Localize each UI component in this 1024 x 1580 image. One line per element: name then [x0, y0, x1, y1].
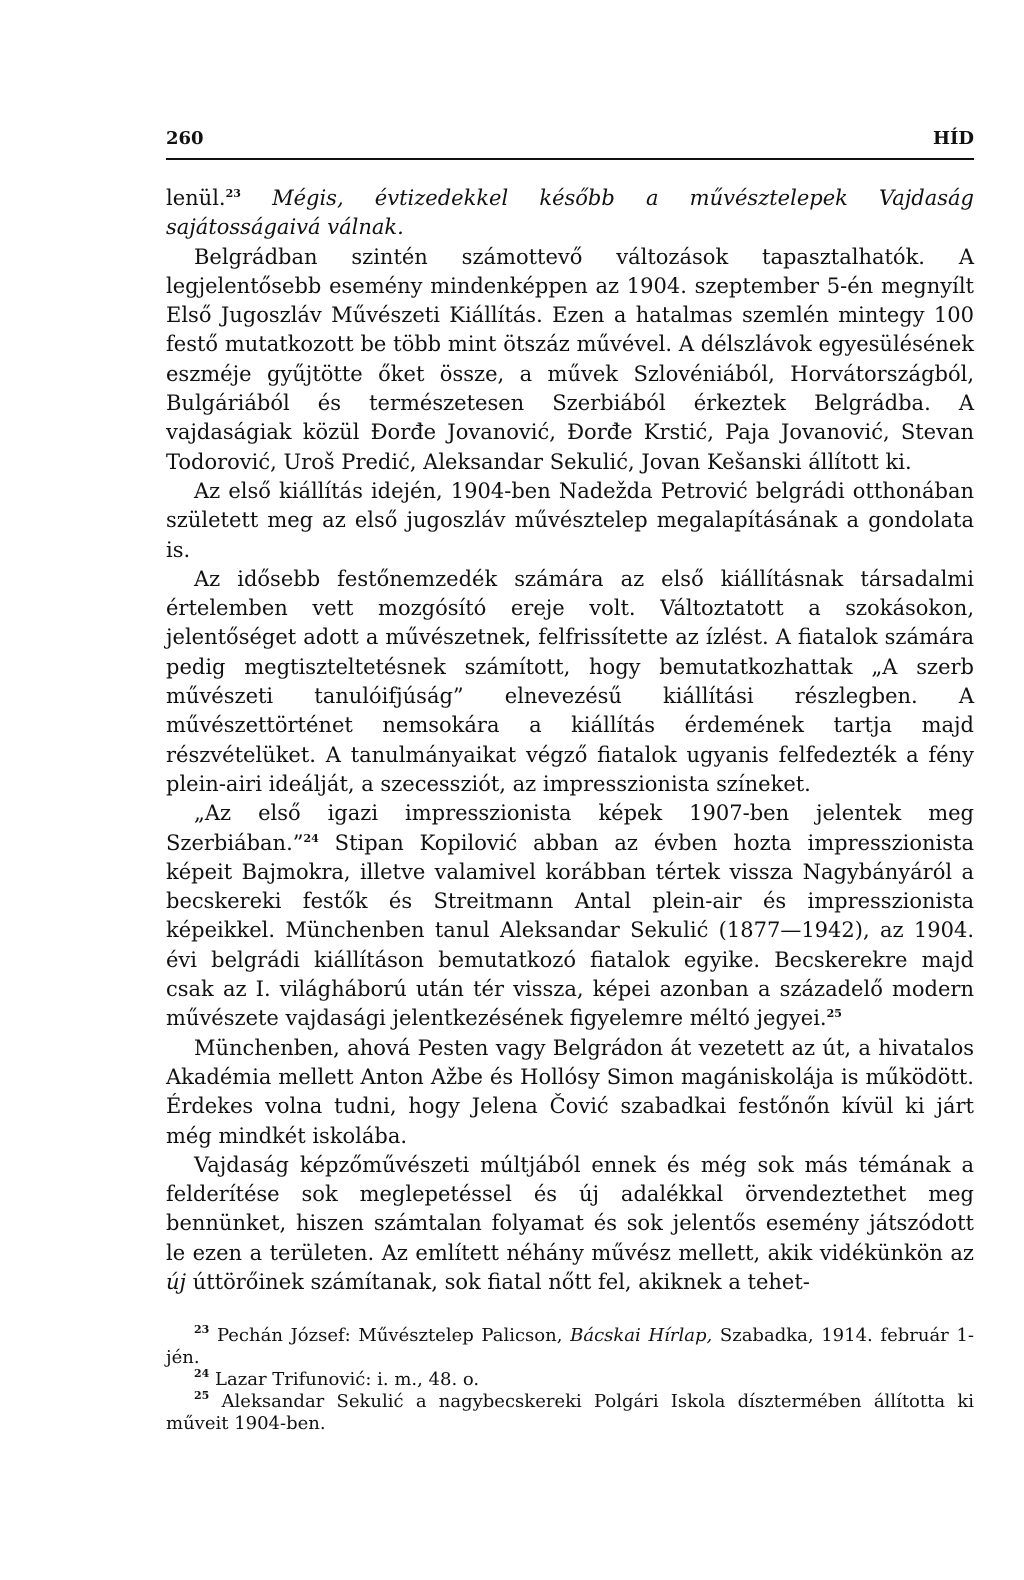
footnote: $^{25}$ Aleksandar Sekulić a nagybecskereki Polgári Iskola dísztermében állította ki műveit 1904-ben. [166, 1389, 974, 1434]
footnote-ref: 24 [303, 831, 319, 845]
paragraph: Münchenben, ahová Pesten vagy Belgrádon át vezetett az út, a hivatalos Akadémia mellett Anton Ažbe és Hollósy Simon magániskolája is működött. Érdekes volna tudni, hogy Jelena Čović szabadkai festőnőn kívül ki járt még mindkét iskolába. [166, 1035, 974, 1148]
header-rule [166, 158, 974, 160]
footnotes [166, 1325, 974, 1435]
paragraph: Belgrádban szintén számottevő változások tapasztalhatók. A legjelentősebb esemény mindenképpen az 1904. szeptember 5-én megnyílt Első Jugoszláv Művészeti Kiállítás. Ezen a hatalmas szemlén mintegy 100 festő mutatkozott be több mint ötszáz művével. A délszlávok egyesülésének eszméje gyűjtötte őket össze, a művek Szlovéniából, Horvátországból, Bulgáriából és természetesen Szerbiából érkeztek Belgrádba. A vajdaságiak közül Đorđe Jovanović, Đorđe Krstić, Paja Jovanović, Stevan Todorović, Uroš Predić, Aleksandar Sekulić, Jovan Kešanski állított ki. [166, 244, 974, 474]
running-header [166, 128, 974, 158]
page-number: 260 [166, 128, 204, 149]
paragraph: lenül.$^{23}$ Mégis, évtizedekkel később a művésztelepek Vajdaság sajátosságaivá válnak. [166, 186, 974, 240]
body-text [166, 184, 974, 1297]
paragraph: Vajdaság képzőművészeti múltjából ennek és még sok más témának a felderítése sok meglepetéssel és új adalékkal örvendeztethet meg bennünket, hiszen számtalan folyamat és sok jelentős esemény játszódott le ezen a területen. Az említett néhány művész mellett, akik vidékünkön az új úttörőinek számítanak, sok fiatal nőtt fel, akiknek a tehet- [166, 1152, 974, 1294]
emphasis: Mégis, évtizedekkel később a művésztelepek Vajdaság sajátosságaivá válnak. [166, 186, 974, 240]
journal-title: HÍD [932, 128, 974, 149]
footnote: $^{24}$ Lazar Trifunović: i. m., 48. o. [194, 1367, 480, 1390]
paragraph: „Az első igazi impresszionista képek 1907-ben jelentek meg Szerbiában.”$^{24}$ Stipan Kopilović abban az évben hozta impresszionista képeit Bajmokra, illetve valamivel korábban tértek vissza Nagybányáról a becskereki festők és Streitmann Antal plein-air és impresszionista képeikkel. Münchenben tanul Aleksandar Sekulić (1877—1942), az 1904. évi belgrádi kiállításon bemutatkozó fiatalok egyike. Becskerekre majd csak az I. világháború után tér vissza, képei azonban a századelő modern művészete vajdasági jelentkezésének figyelemre méltó jegyei.$^{25}$ [166, 801, 974, 1031]
footnote-mark: 23 [194, 1323, 210, 1336]
emphasis: Bácskai Hírlap, [570, 1325, 713, 1346]
footnote-mark: 25 [194, 1389, 210, 1402]
footnote-mark: 24 [194, 1367, 210, 1380]
footnote: $^{23}$ Pechán József: Művésztelep Palicson, Bácskai Hírlap, Szabadka, 1914. február 1-jén. [166, 1323, 974, 1368]
paragraph: Az első kiállítás idején, 1904-ben Nadežda Petrović belgrádi otthonában született meg az első jugoszláv művésztelep megalapításának a gondolata is. [166, 478, 974, 562]
footnote-ref: 23 [225, 187, 241, 200]
footnote-ref: 25 [826, 1007, 842, 1021]
paragraph: Az idősebb festőnemzedék számára az első kiállításnak társadalmi értelemben vett mozgósító ereje volt. Változtatott a szokásokon, jelentőséget adott a művészetnek, felfrissítette az ízlést. A fiatalok számára pedig megtiszteltetésnek számított, hogy bemutatkozhattak „A szerb művészeti tanulóifjúság” elnevezésű kiállítási részlegben. A művészettörténet nemsokára a kiállítás érdemének tartja majd részvételüket. A tanulmányaikat végző fiatalok ugyanis felfedezték a fény plein-airi ideálját, a szecessziót, az impresszionista színeket. [166, 566, 974, 796]
emphasis: új [166, 1269, 187, 1294]
